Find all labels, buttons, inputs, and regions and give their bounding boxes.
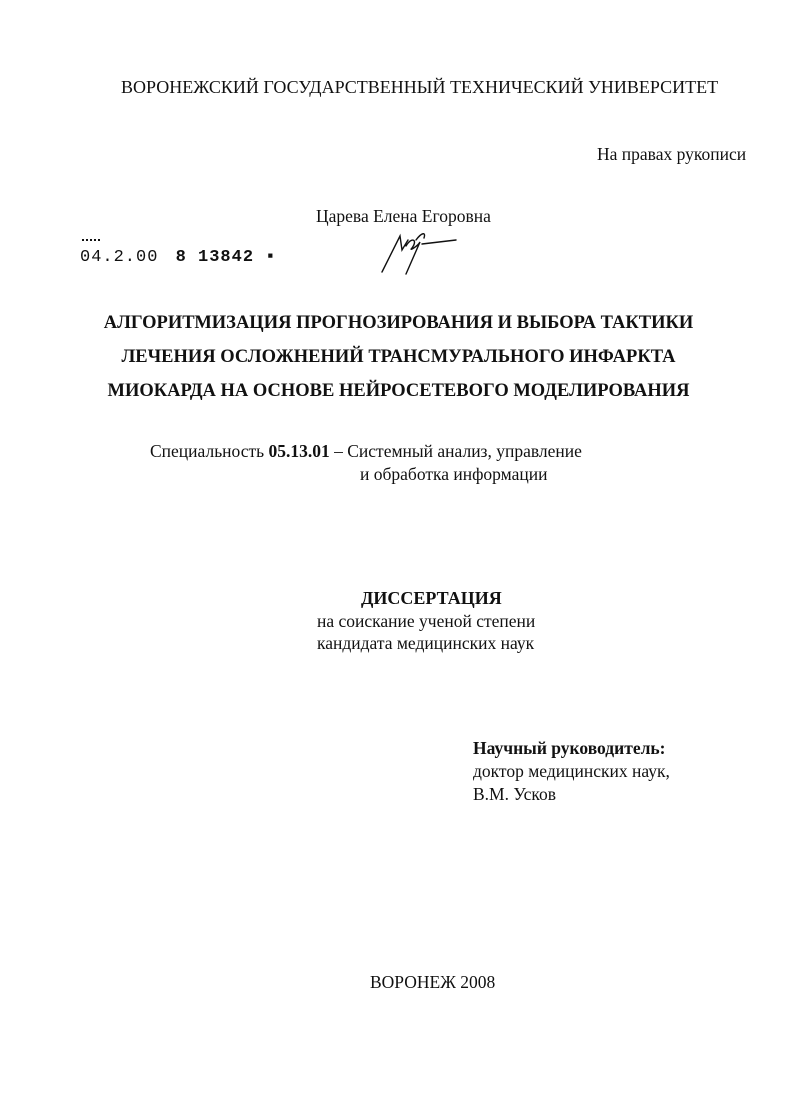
title-line: МИОКАРДА НА ОСНОВЕ НЕЙРОСЕТЕВОГО МОДЕЛИРОВАНИЯ: [107, 381, 690, 401]
specialty-line: [150, 441, 582, 462]
degree-line-2: кандидата медицинских наук: [317, 633, 535, 653]
stamp-date: 04.2.00: [80, 248, 159, 267]
dissertation-heading: ДИССЕРТАЦИЯ: [361, 588, 502, 608]
manuscript-note: На правах рукописи: [597, 144, 747, 164]
specialty-code: 05.13.01: [268, 441, 330, 461]
specialty-name: – Системный анализ, управление: [334, 441, 582, 461]
library-stamp: [80, 248, 276, 267]
stamp-dot: ▪: [254, 248, 277, 267]
stamp-mark: [82, 239, 100, 243]
specialty-name-continued: и обработка информации: [360, 464, 548, 484]
stamp-number: 8 13842: [175, 248, 255, 267]
dissertation-title: [0, 306, 797, 408]
city-year: ВОРОНЕЖ 2008: [370, 972, 496, 992]
specialty-label: Специальность: [150, 441, 265, 461]
supervisor-heading: Научный руководитель:: [473, 738, 666, 758]
author-signature: [378, 226, 458, 278]
degree-line-1: на соискание ученой степени: [317, 611, 536, 631]
university-name: ВОРОНЕЖСКИЙ ГОСУДАРСТВЕННЫЙ ТЕХНИЧЕСКИЙ УНИВЕРСИТЕТ: [121, 77, 719, 97]
title-line: АЛГОРИТМИЗАЦИЯ ПРОГНОЗИРОВАНИЯ И ВЫБОРА ТАКТИКИ: [103, 313, 694, 333]
author-name: Царева Елена Егоровна: [316, 206, 491, 226]
supervisor-name: В.М. Усков: [473, 784, 557, 804]
title-line: ЛЕЧЕНИЯ ОСЛОЖНЕНИЙ ТРАНСМУРАЛЬНОГО ИНФАРКТА: [121, 347, 676, 367]
supervisor-degree: доктор медицинских наук,: [473, 761, 670, 781]
